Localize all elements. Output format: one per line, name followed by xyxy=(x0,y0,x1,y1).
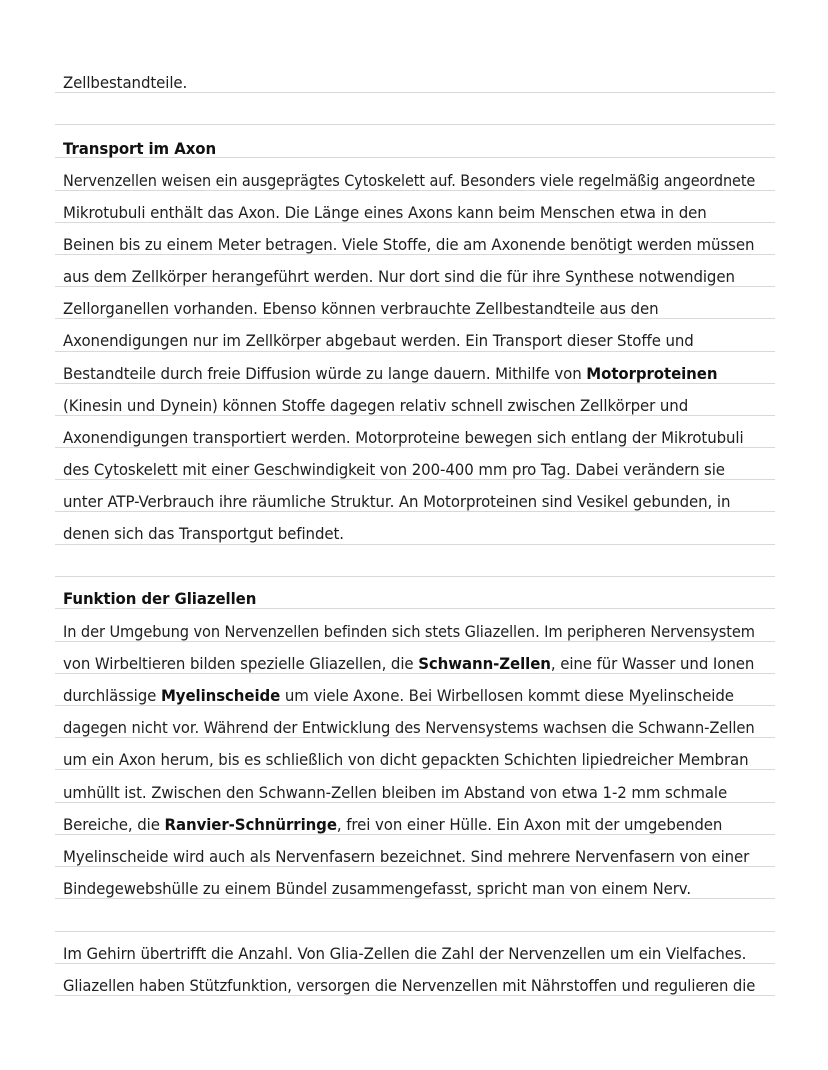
text-run: von Wirbeltieren bilden spezielle Gliazellen, die xyxy=(63,655,419,673)
ruled-line xyxy=(55,931,775,932)
section-heading-transport: Transport im Axon xyxy=(63,140,217,158)
ruled-line xyxy=(55,576,775,577)
text-run: um viele Axone. Bei Wirbellosen kommt diese Myelinscheide xyxy=(280,687,734,705)
text-line: unter ATP-Verbrauch ihre räumliche Struktur. An Motorproteinen sind Vesikel gebunden, in xyxy=(63,493,731,511)
text-line: Axonendigungen nur im Zellkörper abgebaut werden. Ein Transport dieser Stoffe und xyxy=(63,332,694,350)
text-line: Gliazellen haben Stützfunktion, versorgen die Nervenzellen mit Nährstoffen und regulieren die xyxy=(63,977,756,995)
text-line xyxy=(63,686,755,706)
text-line xyxy=(63,364,755,384)
text-run: , frei von einer Hülle. Ein Axon mit der umgebenden xyxy=(336,816,723,834)
text-line: umhüllt ist. Zwischen den Schwann-Zellen bleiben im Abstand von etwa 1-2 mm schmale xyxy=(63,784,728,802)
term-myelinscheide: Myelinscheide xyxy=(160,687,281,705)
text-line: aus dem Zellkörper herangeführt werden. Nur dort sind die für ihre Synthese notwendigen xyxy=(63,268,735,286)
text-run: , eine für Wasser und Ionen xyxy=(550,655,755,673)
text-line xyxy=(63,815,755,835)
text-run: durchlässige xyxy=(63,687,161,705)
term-motorproteinen: Motorproteinen xyxy=(586,365,718,383)
text-line: um ein Axon herum, bis es schließlich von dicht gepackten Schichten lipiedreicher Membran xyxy=(63,751,749,769)
text-line: Bindegewebshülle zu einem Bündel zusammengefasst, spricht man von einem Nerv. xyxy=(63,880,692,898)
text-line: Axonendigungen transportiert werden. Motorproteine bewegen sich entlang der Mikrotubuli xyxy=(63,429,744,447)
text-line: denen sich das Transportgut befindet. xyxy=(63,525,344,543)
section-heading-gliazellen: Funktion der Gliazellen xyxy=(63,590,257,608)
text-run: Bestandteile durch freie Diffusion würde zu lange dauern. Mithilfe von xyxy=(63,365,587,383)
text-line: (Kinesin und Dynein) können Stoffe dagegen relativ schnell zwischen Zellkörper und xyxy=(63,397,689,415)
ruled-line xyxy=(55,124,775,125)
text-line: Mikrotubuli enthält das Axon. Die Länge eines Axons kann beim Menschen etwa in den xyxy=(63,204,707,222)
text-line: Beinen bis zu einem Meter betragen. Viele Stoffe, die am Axonende benötigt werden müssen xyxy=(63,236,755,254)
term-ranvier-schnuerringe: Ranvier-Schnürringe xyxy=(164,816,337,834)
text-line: des Cytoskelett mit einer Geschwindigkeit von 200-400 mm pro Tag. Dabei verändern sie xyxy=(63,461,725,479)
term-schwann-zellen: Schwann-Zellen xyxy=(418,655,551,673)
ruled-line xyxy=(55,544,775,545)
text-line: Zellbestandteile. xyxy=(63,74,188,92)
text-line: Nervenzellen weisen ein ausgeprägtes Cytoskelett auf. Besonders viele regelmäßig angeordnete xyxy=(63,172,756,190)
text-line: Im Gehirn übertrifft die Anzahl. Von Glia-Zellen die Zahl der Nervenzellen um ein Vielfaches. xyxy=(63,945,747,963)
ruled-line xyxy=(55,351,775,352)
text-run: Bereiche, die xyxy=(63,816,165,834)
text-line: Zellorganellen vorhanden. Ebenso können verbrauchte Zellbestandteile aus den xyxy=(63,300,659,318)
text-line: Myelinscheide wird auch als Nervenfasern bezeichnet. Sind mehrere Nervenfasern von einer xyxy=(63,848,750,866)
text-line: dagegen nicht vor. Während der Entwicklung des Nervensystems wachsen die Schwann-Zellen xyxy=(63,719,755,737)
text-line: In der Umgebung von Nervenzellen befinden sich stets Gliazellen. Im peripheren Nervensystem xyxy=(63,623,755,641)
text-line xyxy=(63,654,755,674)
